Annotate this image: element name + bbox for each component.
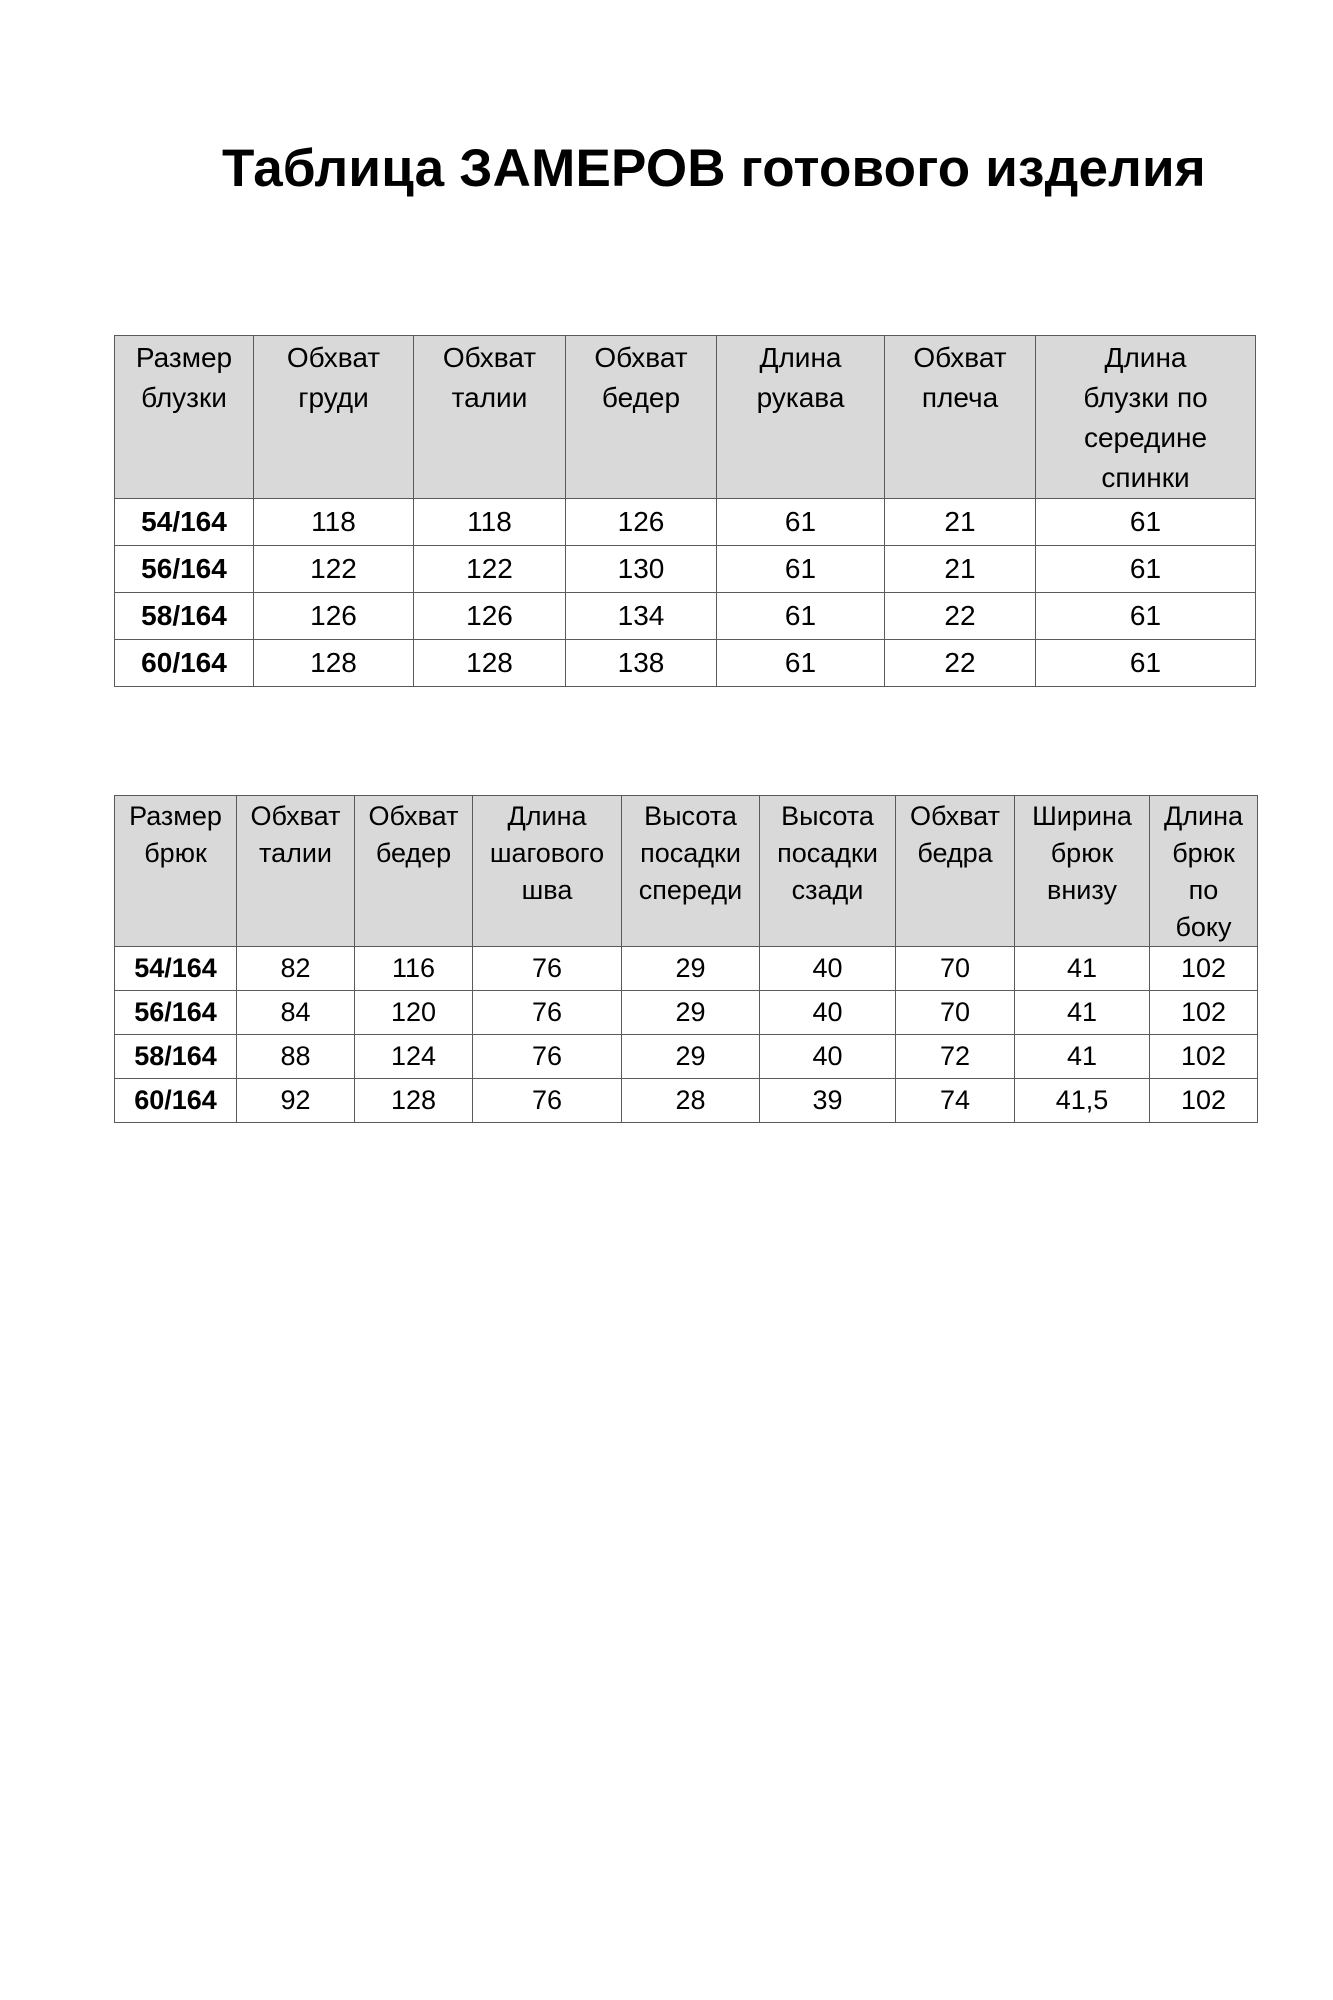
header-waist: Обхват талии xyxy=(414,336,566,499)
header-thigh: Обхват бедра xyxy=(896,796,1015,947)
value-cell: 61 xyxy=(1036,499,1256,546)
size-cell: 54/164 xyxy=(115,947,237,991)
table-row xyxy=(115,546,1256,593)
table-header-row xyxy=(115,796,1258,947)
value-cell: 124 xyxy=(355,1035,473,1079)
header-waist: Обхват талии xyxy=(237,796,355,947)
header-chest: Обхват груди xyxy=(254,336,414,499)
value-cell: 128 xyxy=(254,640,414,687)
header-inseam: Длина шагового шва xyxy=(473,796,622,947)
value-cell: 29 xyxy=(622,1035,760,1079)
value-cell: 61 xyxy=(717,499,885,546)
value-cell: 28 xyxy=(622,1079,760,1123)
table-row xyxy=(115,1035,1258,1079)
size-cell: 58/164 xyxy=(115,593,254,640)
table-row xyxy=(115,640,1256,687)
blouse-measurements-table xyxy=(114,335,1256,687)
header-side-length: Длина брюк по боку xyxy=(1150,796,1258,947)
table-row xyxy=(115,991,1258,1035)
size-cell: 60/164 xyxy=(115,1079,237,1123)
value-cell: 61 xyxy=(1036,593,1256,640)
value-cell: 122 xyxy=(414,546,566,593)
value-cell: 88 xyxy=(237,1035,355,1079)
value-cell: 29 xyxy=(622,947,760,991)
value-cell: 102 xyxy=(1150,991,1258,1035)
value-cell: 134 xyxy=(566,593,717,640)
value-cell: 70 xyxy=(896,947,1015,991)
value-cell: 21 xyxy=(885,546,1036,593)
header-back-rise: Высота посадки сзади xyxy=(760,796,896,947)
value-cell: 40 xyxy=(760,947,896,991)
value-cell: 120 xyxy=(355,991,473,1035)
header-size: Размер блузки xyxy=(115,336,254,499)
table-row xyxy=(115,1079,1258,1123)
value-cell: 61 xyxy=(717,640,885,687)
value-cell: 40 xyxy=(760,991,896,1035)
value-cell: 118 xyxy=(414,499,566,546)
value-cell: 82 xyxy=(237,947,355,991)
page-title: Таблица ЗАМЕРОВ готового изделия xyxy=(222,139,1206,198)
header-hips: Обхват бедер xyxy=(566,336,717,499)
header-shoulder: Обхват плеча xyxy=(885,336,1036,499)
value-cell: 116 xyxy=(355,947,473,991)
value-cell: 41 xyxy=(1015,991,1150,1035)
value-cell: 70 xyxy=(896,991,1015,1035)
value-cell: 128 xyxy=(414,640,566,687)
table-row xyxy=(115,499,1256,546)
value-cell: 21 xyxy=(885,499,1036,546)
value-cell: 128 xyxy=(355,1079,473,1123)
value-cell: 61 xyxy=(1036,640,1256,687)
header-hips: Обхват бедер xyxy=(355,796,473,947)
value-cell: 72 xyxy=(896,1035,1015,1079)
value-cell: 76 xyxy=(473,947,622,991)
header-sleeve-length: Длина рукава xyxy=(717,336,885,499)
size-cell: 56/164 xyxy=(115,991,237,1035)
value-cell: 102 xyxy=(1150,947,1258,991)
trousers-measurements-table xyxy=(114,795,1258,1123)
value-cell: 74 xyxy=(896,1079,1015,1123)
size-cell: 54/164 xyxy=(115,499,254,546)
value-cell: 61 xyxy=(717,593,885,640)
value-cell: 126 xyxy=(254,593,414,640)
value-cell: 29 xyxy=(622,991,760,1035)
value-cell: 22 xyxy=(885,640,1036,687)
value-cell: 102 xyxy=(1150,1079,1258,1123)
header-size: Размер брюк xyxy=(115,796,237,947)
value-cell: 126 xyxy=(566,499,717,546)
value-cell: 84 xyxy=(237,991,355,1035)
value-cell: 76 xyxy=(473,991,622,1035)
value-cell: 76 xyxy=(473,1035,622,1079)
header-hem-width: Ширина брюк внизу xyxy=(1015,796,1150,947)
table-row xyxy=(115,947,1258,991)
value-cell: 41 xyxy=(1015,1035,1150,1079)
value-cell: 41 xyxy=(1015,947,1150,991)
value-cell: 61 xyxy=(1036,546,1256,593)
value-cell: 22 xyxy=(885,593,1036,640)
value-cell: 92 xyxy=(237,1079,355,1123)
value-cell: 130 xyxy=(566,546,717,593)
value-cell: 39 xyxy=(760,1079,896,1123)
header-front-rise: Высота посадки спереди xyxy=(622,796,760,947)
value-cell: 61 xyxy=(717,546,885,593)
value-cell: 138 xyxy=(566,640,717,687)
value-cell: 40 xyxy=(760,1035,896,1079)
header-back-length: Длина блузки по середине спинки xyxy=(1036,336,1256,499)
table-row xyxy=(115,593,1256,640)
size-cell: 56/164 xyxy=(115,546,254,593)
value-cell: 126 xyxy=(414,593,566,640)
value-cell: 122 xyxy=(254,546,414,593)
value-cell: 118 xyxy=(254,499,414,546)
table-header-row xyxy=(115,336,1256,499)
size-cell: 60/164 xyxy=(115,640,254,687)
value-cell: 41,5 xyxy=(1015,1079,1150,1123)
value-cell: 102 xyxy=(1150,1035,1258,1079)
size-cell: 58/164 xyxy=(115,1035,237,1079)
value-cell: 76 xyxy=(473,1079,622,1123)
